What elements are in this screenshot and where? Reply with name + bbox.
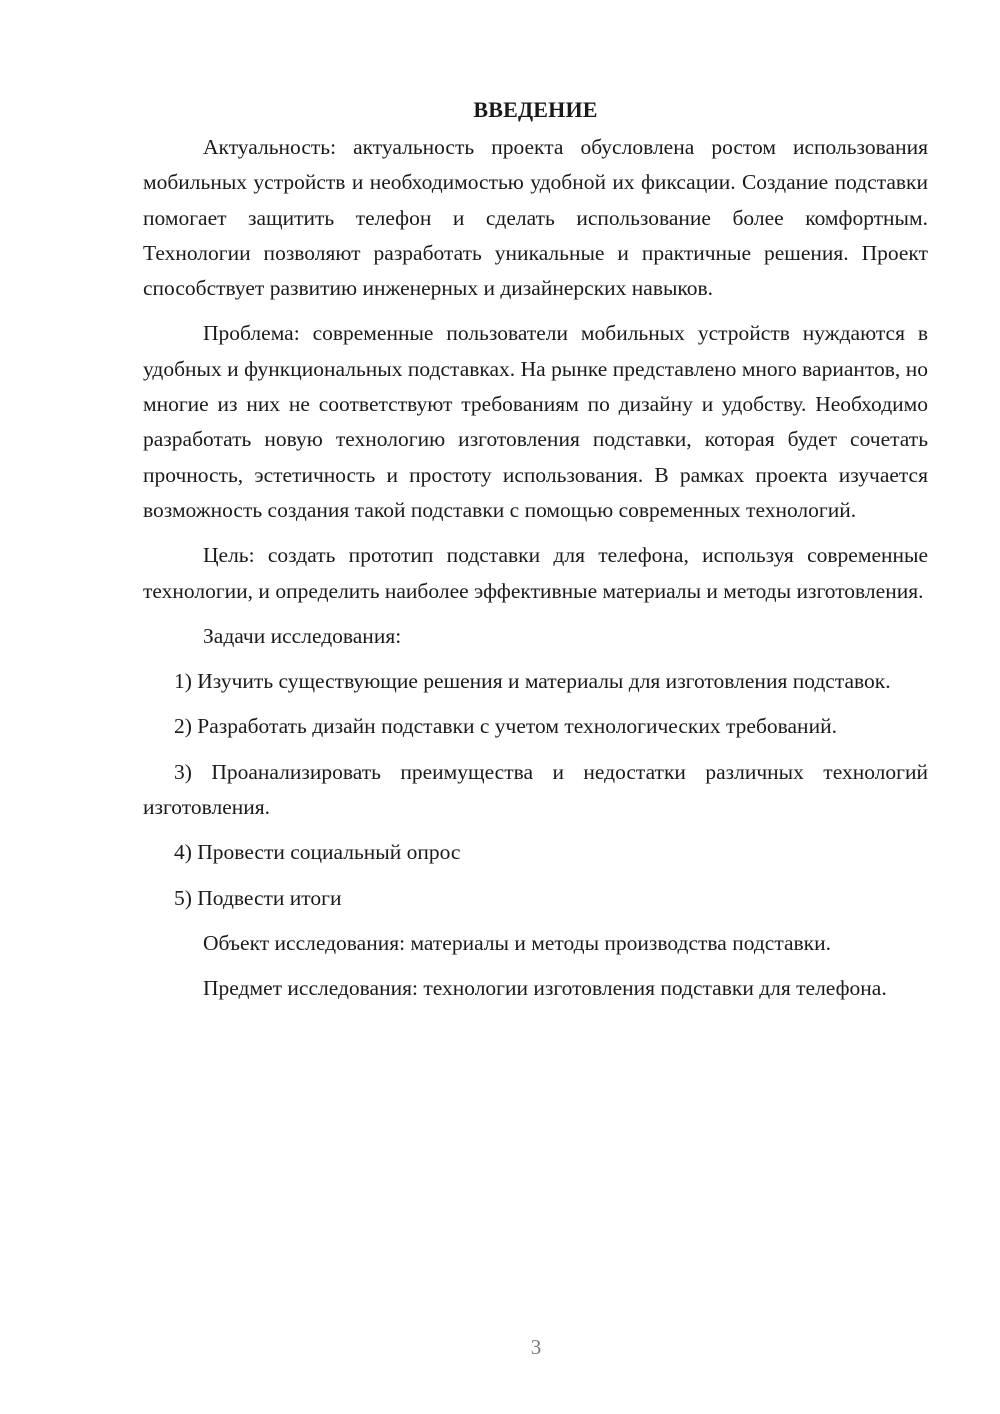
task-item-5: 5) Подвести итоги <box>174 885 342 910</box>
document-page <box>143 92 928 1017</box>
relevance-paragraph: Актуальность: актуальность проекта обусловлена ростом использования мобильных устройств и необходимостью удобной их фиксации. Создание подставки помогает защитить телефон и сделать использование более комфортным. Технологии позволяют разработать уникальные и практичные решения. Проект способствует развитию инженерных и дизайнерских навыков. <box>143 135 928 301</box>
task-item-4: 4) Провести социальный опрос <box>174 840 461 865</box>
task-item-2: 2) Разработать дизайн подставки с учетом технологических требований. <box>174 714 837 739</box>
task-item-1: 1) Изучить существующие решения и материалы для изготовления подставок. <box>174 669 891 694</box>
goal-paragraph: Цель: создать прототип подставки для телефона, используя современные технологии, и определить наиболее эффективные материалы и методы изготовления. <box>143 543 928 603</box>
tasks-heading: Задачи исследования: <box>203 623 402 648</box>
task-item-3: 3) Проанализировать преимущества и недостатки различных технологий изготовления. <box>143 759 928 820</box>
problem-paragraph: Проблема: современные пользователи мобильных устройств нуждаются в удобных и функциональных подставках. На рынке представлено много вариантов, но многие из них не соответствуют требованиям по дизайну и удобству. Необходимо разработать новую технологию изготовления подставки, которая будет сочетать прочность, эстетичность и простоту использования. В рамках проекта изучается возможность создания такой подставки с помощью современных технологий. <box>143 321 928 522</box>
page-number: 3 <box>530 1335 542 1359</box>
page-title: ВВЕДЕНИЕ <box>473 97 598 122</box>
object-paragraph: Объект исследования: материалы и методы производства подставки. <box>203 930 832 955</box>
subject-paragraph: Предмет исследования: технологии изготовления подставки для телефона. <box>203 976 887 1001</box>
